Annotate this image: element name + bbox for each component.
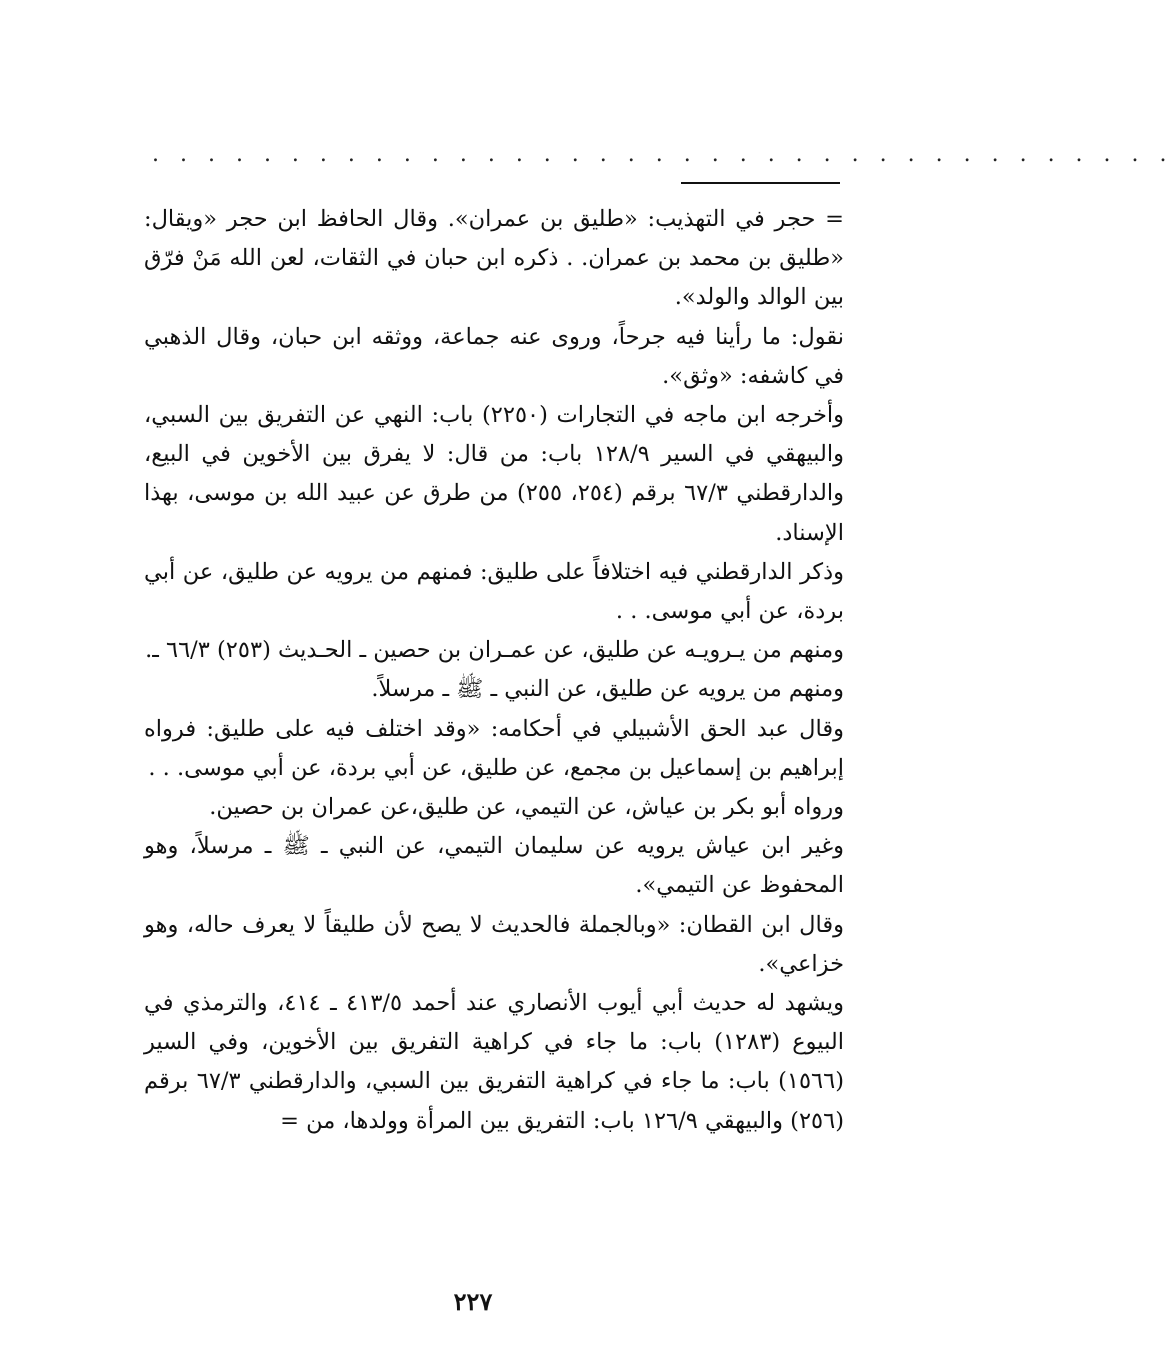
paragraph: وذكر الدارقطني فيه اختلافاً على طليق: فمنهم من يرويه عن طليق، عن أبي بردة، عن أبي موسى. . . (144, 558, 844, 625)
paragraph: = حجر في التهذيب: «طليق بن عمران». وقال الحافظ ابن حجر «ويقال: «طليق بن محمد بن عمران. . ذكره ابن حبان في الثقات، لعن الله مَنْ فرّق بين الوالد والولد». (144, 206, 844, 311)
page-number: ٢٢٧ (453, 1287, 493, 1316)
dotted-separator: . . . . . . . . . . . . . . . . . . . . . . . . . . . . . . . . . . . . . (152, 142, 1174, 167)
paragraph: وقال ابن القطان: «وبالجملة فالحديث لا يصح لأن طليقاً لا يعرف حاله، وهو خزاعي». (144, 911, 844, 977)
paragraph: وقال عبد الحق الأشبيلي في أحكامه: «وقد اختلف فيه على طليق: فرواه إبراهيم بن إسماعيل بن مجمع، عن طليق، عن أبي بردة، عن أبي موسى. . . (144, 715, 844, 781)
paragraph: نقول: ما رأينا فيه جرحاً، وروى عنه جماعة، ووثقه ابن حبان، وقال الذهبي في كاشفه: «وثق». (144, 323, 844, 389)
paragraph: وغير ابن عياش يرويه عن سليمان التيمي، عن النبي ـ ﷺ ـ مرسلاً، وهو المحفوظ عن التيمي». (144, 833, 844, 899)
paragraph: ومنهم من يرويه عن طليق، عن النبي ـ ﷺ ـ مرسلاً. (371, 676, 844, 703)
paragraph: ومنهم من يـرويـه عن طليق، عن عمـران بن حصين ـ الحـديث (٢٥٣) ٦٦/٣ ـ. (145, 637, 844, 664)
footnote-rule (681, 182, 840, 184)
paragraph: ويشهد له حديث أبي أيوب الأنصاري عند أحمد ٤١٣/٥ ـ ٤١٤، والترمذي في البيوع (١٢٨٣) باب: ما جاء في كراهية التفريق بين الأخوين، وفي السير (١٥٦٦) باب: ما جاء في كراهية التفريق بين السبي، والدارقطني ٦٧/٣ برقم (٢٥٦) والبيهقي ١٢٦/٩ باب: التفريق بين المرأة وولدها، من = (144, 990, 844, 1134)
footnote-text (144, 200, 844, 1141)
paragraph: وأخرجه ابن ماجه في التجارات (٢٢٥٠) باب: النهي عن التفريق بين السبي، والبيهقي في السير ١٢٨/٩ باب: من قال: لا يفرق بين الأخوين في البيع، والدارقطني ٦٧/٣ برقم (٢٥٤، ٢٥٥) من طرق عن عبيد الله بن موسى، بهذا الإسناد. (144, 402, 844, 546)
paragraph: ورواه أبو بكر بن عياش، عن التيمي، عن طليق،عن عمران بن حصين. (209, 794, 844, 821)
